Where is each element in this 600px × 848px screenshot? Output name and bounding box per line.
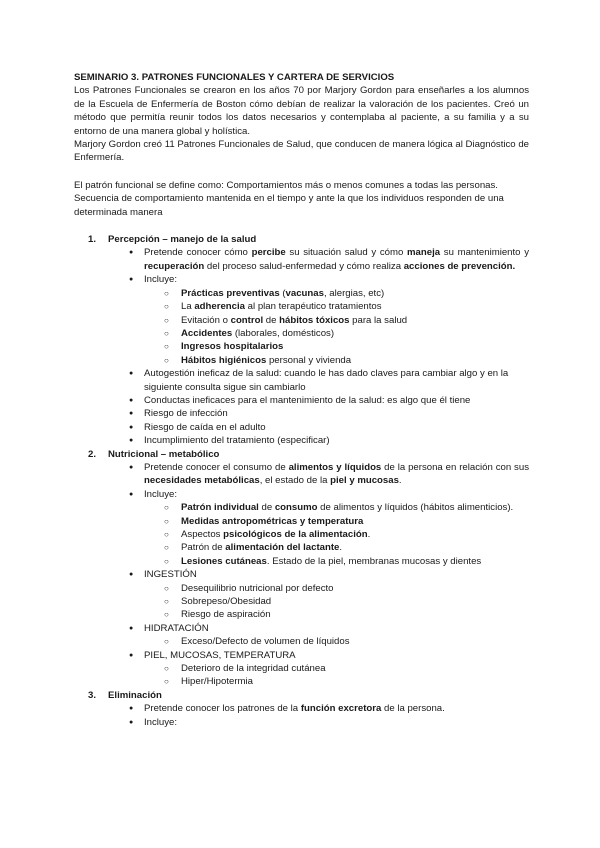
list-item: ● HIDRATACIÓN [74, 622, 529, 635]
list-item: ● Autogestión ineficaz de la salud: cuando le has dado claves para cambiar algo y en la siguiente consulta sigue sin cambiarlo [74, 367, 529, 394]
list-item: ● Pretende conocer cómo percibe su situación salud y cómo maneja su mantenimiento y recuperación del proceso salud-enfermedad y cómo realiza acciones de prevención. [74, 246, 529, 273]
sub-item: ○ Sobrepeso/Obesidad [74, 595, 529, 608]
sub-item: ○ Patrón de alimentación del lactante. [74, 541, 529, 554]
sub-item: ○ La adherencia al plan terapéutico tratamientos [74, 300, 529, 313]
list-item: ● Riesgo de infección [74, 407, 529, 420]
list-item: ● Incumplimiento del tratamiento (especificar) [74, 434, 529, 447]
sub-item: ○ Riesgo de aspiración [74, 608, 529, 621]
section-title: Eliminación [108, 689, 162, 701]
list-item: ● Incluye: [74, 716, 529, 729]
sub-item: ○ Hábitos higiénicos personal y vivienda [74, 354, 529, 367]
section-heading-1: 1. Percepción – manejo de la salud [88, 234, 257, 246]
definition-sequence: Secuencia de comportamiento mantenida en el tiempo y ante la que los individuos responden de una determinada manera [74, 193, 504, 218]
section-title: Nutricional – metabólico [108, 448, 220, 460]
list-item: ● Pretende conocer el consumo de alimentos y líquidos de la persona en relación con sus necesidades metabólicas, el estado de la piel y mucosas. [74, 461, 529, 488]
section-heading-2: 2. Nutricional – metabólico [88, 448, 220, 460]
sub-item: ○ Prácticas preventivas (vacunas, alergias, etc) [74, 287, 529, 300]
list-item: ● PIEL, MUCOSAS, TEMPERATURA [74, 649, 529, 662]
sub-item: ○ Evitación o control de hábitos tóxicos para la salud [74, 314, 529, 327]
sub-item: ○ Accidentes (laborales, domésticos) [74, 327, 529, 340]
list-item: ● Incluye: [74, 273, 529, 286]
list-item: ● Conductas ineficaces para el mantenimiento de la salud: es algo que él tiene [74, 394, 529, 407]
document-page [74, 71, 529, 729]
section-title: Percepción – manejo de la salud [108, 234, 257, 246]
sub-item: ○ Ingresos hospitalarios [74, 340, 529, 353]
sub-item: ○ Medidas antropométricas y temperatura [74, 515, 529, 528]
sub-item: ○ Desequilibrio nutricional por defecto [74, 582, 529, 595]
sub-item: ○ Deterioro de la integridad cutánea [74, 662, 529, 675]
intro-paragraph-2: Marjory Gordon creó 11 Patrones Funcionales de Salud, que conducen de manera lógica al Diagnóstico de Enfermería. [74, 139, 529, 164]
sub-item: ○ Exceso/Defecto de volumen de líquidos [74, 635, 529, 648]
list-item: ● Pretende conocer los patrones de la función excretora de la persona. [74, 702, 529, 715]
document-title: SEMINARIO 3. PATRONES FUNCIONALES Y CARTERA DE SERVICIOS [74, 72, 395, 83]
list-item: ● Incluye: [74, 488, 529, 501]
list-item: ● INGESTIÓN [74, 568, 529, 581]
sub-item: ○ Aspectos psicológicos de la alimentación. [74, 528, 529, 541]
sub-item: ○ Hiper/Hipotermia [74, 675, 529, 688]
list-item: ● Riesgo de caída en el adulto [74, 421, 529, 434]
section-heading-3: 3. Eliminación [88, 689, 162, 701]
definition-line: El patrón funcional se define como: Comportamientos más o menos comunes a todas las personas. [74, 179, 498, 191]
sub-item: ○ Lesiones cutáneas. Estado de la piel, membranas mucosas y dientes [74, 555, 529, 568]
sub-item: ○ Patrón individual de consumo de alimentos y líquidos (hábitos alimenticios). [74, 501, 529, 514]
intro-paragraph: Los Patrones Funcionales se crearon en los años 70 por Marjory Gordon para enseñarles a los alumnos de la Escuela de Enfermería de Boston cómo debían de realizar la valoración de los pacientes. Creó un método que permitía reunir todos los datos necesarios y contemplaba al paciente, a su familia y a su entorno de una manera global y holística. [74, 85, 529, 137]
